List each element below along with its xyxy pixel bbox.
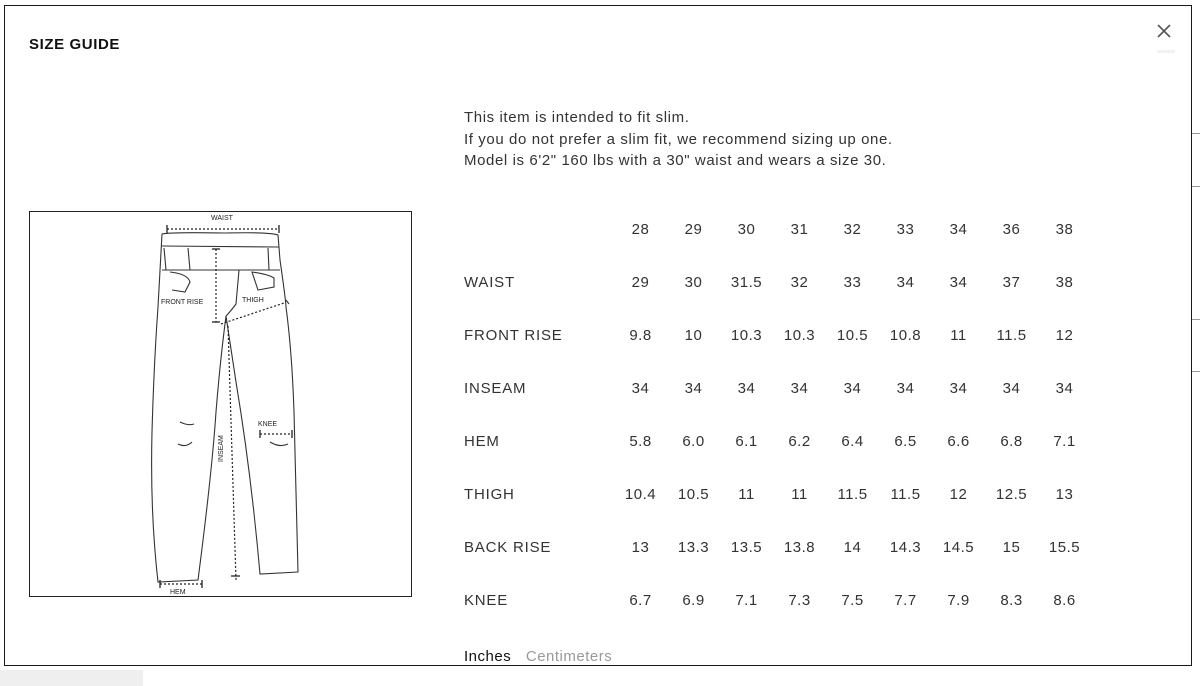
size-guide-modal bbox=[4, 5, 1192, 666]
measurement-value: 13 bbox=[631, 539, 650, 556]
modal-title: SIZE GUIDE bbox=[29, 36, 121, 53]
measurement-row bbox=[464, 256, 1091, 309]
measurement-value: 31.5 bbox=[730, 274, 763, 291]
measurement-value: 34 bbox=[896, 380, 915, 397]
diagram-label-knee: KNEE bbox=[258, 421, 278, 428]
measurement-value: 12 bbox=[1055, 327, 1074, 344]
measurement-row bbox=[464, 362, 1091, 415]
measurement-value: 34 bbox=[949, 274, 968, 291]
size-header-cell: 36 bbox=[1002, 221, 1021, 238]
measurement-value: 7.7 bbox=[894, 592, 917, 609]
measurement-label: FRONT RISE bbox=[464, 327, 563, 344]
unit-toggle bbox=[464, 648, 622, 665]
measurement-value: 34 bbox=[737, 380, 756, 397]
fit-note-line: This item is intended to fit slim. bbox=[464, 109, 690, 126]
measurement-row bbox=[464, 415, 1091, 468]
measurement-label: BACK RISE bbox=[464, 539, 552, 556]
unit-tab-inches[interactable]: Inches bbox=[464, 648, 512, 665]
size-header-cell: 38 bbox=[1055, 221, 1074, 238]
measurement-value: 34 bbox=[1002, 380, 1021, 397]
measurement-value: 8.3 bbox=[1000, 592, 1023, 609]
backdrop-divider bbox=[1192, 319, 1200, 320]
size-header-cell: 30 bbox=[737, 221, 756, 238]
diagram-label-front-rise: FRONT RISE bbox=[161, 299, 204, 306]
measurement-end-caps bbox=[160, 225, 292, 588]
diagram-label-hem: HEM bbox=[170, 589, 186, 596]
measurement-value: 11 bbox=[738, 486, 755, 503]
fit-note-line: Model is 6'2" 160 lbs with a 30" waist and wears a size 30. bbox=[464, 152, 887, 169]
measurement-value: 34 bbox=[896, 274, 915, 291]
measurement-label: KNEE bbox=[464, 592, 509, 609]
diagram-label-thigh: THIGH bbox=[242, 297, 264, 304]
measurement-value: 13 bbox=[1055, 486, 1074, 503]
measurement-value: 6.2 bbox=[788, 433, 811, 450]
measurement-value: 6.5 bbox=[894, 433, 917, 450]
measurement-value: 5.8 bbox=[629, 433, 652, 450]
size-header-cell: 28 bbox=[631, 221, 650, 238]
measurement-value: 34 bbox=[949, 380, 968, 397]
measurement-value: 15 bbox=[1002, 539, 1021, 556]
measurement-value: 7.5 bbox=[841, 592, 864, 609]
measurement-value: 13.5 bbox=[730, 539, 763, 556]
measurement-value: 12.5 bbox=[995, 486, 1028, 503]
measurement-value: 32 bbox=[790, 274, 809, 291]
diagram-label-waist: WAIST bbox=[211, 215, 233, 222]
measurement-value: 9.8 bbox=[629, 327, 652, 344]
measurement-row bbox=[464, 574, 1091, 627]
measurement-value: 37 bbox=[1002, 274, 1021, 291]
measurement-value: 10.8 bbox=[889, 327, 922, 344]
size-header-cell: 34 bbox=[949, 221, 968, 238]
measurement-value: 7.3 bbox=[788, 592, 811, 609]
measurement-label: WAIST bbox=[464, 274, 515, 291]
measurement-value: 12 bbox=[949, 486, 968, 503]
measurement-value: 14 bbox=[843, 539, 862, 556]
measurement-value: 34 bbox=[1055, 380, 1074, 397]
measurement-row bbox=[464, 309, 1091, 362]
measurement-value: 13.8 bbox=[783, 539, 816, 556]
jeans-outline bbox=[152, 233, 298, 582]
backdrop-divider bbox=[1192, 133, 1200, 134]
measurement-value: 11.5 bbox=[890, 486, 921, 503]
size-header-cell: 32 bbox=[843, 221, 862, 238]
close-icon[interactable] bbox=[1153, 20, 1175, 42]
jeans-measurement-diagram bbox=[29, 211, 412, 597]
measurement-value: 10.5 bbox=[677, 486, 710, 503]
size-chart-table bbox=[464, 203, 1091, 627]
measurement-value: 10.5 bbox=[836, 327, 869, 344]
measurement-value: 11.5 bbox=[996, 327, 1027, 344]
backdrop-chip bbox=[0, 670, 143, 686]
measurement-value: 30 bbox=[684, 274, 703, 291]
fit-note-line: If you do not prefer a slim fit, we recommend sizing up one. bbox=[464, 130, 893, 148]
measurement-value: 10.3 bbox=[730, 327, 763, 344]
measurement-value: 6.7 bbox=[629, 592, 652, 609]
measurement-value: 6.9 bbox=[682, 592, 705, 609]
size-header-cell: 31 bbox=[790, 221, 809, 238]
measurement-label: HEM bbox=[464, 433, 500, 450]
measurement-value: 15.5 bbox=[1048, 539, 1081, 556]
measurement-label: INSEAM bbox=[464, 380, 527, 397]
measurement-value: 33 bbox=[843, 274, 862, 291]
measurement-lines bbox=[160, 229, 292, 584]
measurement-value: 13.3 bbox=[677, 539, 710, 556]
diagram-label-inseam: INSEAM bbox=[218, 435, 225, 462]
fit-notes bbox=[464, 107, 893, 172]
measurement-value: 11 bbox=[950, 327, 967, 344]
measurement-value: 6.6 bbox=[947, 433, 970, 450]
measurement-value: 6.1 bbox=[735, 433, 758, 450]
header-spacer bbox=[464, 203, 614, 256]
measurement-value: 10 bbox=[684, 327, 703, 344]
measurement-value: 34 bbox=[684, 380, 703, 397]
size-header-cell: 29 bbox=[684, 221, 703, 238]
measurement-value: 34 bbox=[843, 380, 862, 397]
measurement-value: 11.5 bbox=[837, 486, 868, 503]
measurement-row bbox=[464, 521, 1091, 574]
measurement-value: 10.4 bbox=[624, 486, 657, 503]
measurement-row bbox=[464, 468, 1091, 521]
measurement-value: 6.0 bbox=[682, 433, 705, 450]
measurement-value: 14.3 bbox=[889, 539, 922, 556]
measurement-value: 29 bbox=[631, 274, 650, 291]
measurement-label: THIGH bbox=[464, 486, 515, 503]
size-header-cell: 33 bbox=[896, 221, 915, 238]
measurement-value: 6.8 bbox=[1000, 433, 1023, 450]
measurement-value: 10.3 bbox=[783, 327, 816, 344]
close-button-shadow bbox=[1157, 50, 1175, 53]
backdrop-divider bbox=[1192, 371, 1200, 372]
measurement-value: 34 bbox=[790, 380, 809, 397]
measurement-value: 34 bbox=[631, 380, 650, 397]
measurement-value: 7.1 bbox=[1053, 433, 1076, 450]
size-header-row bbox=[464, 203, 1091, 256]
measurement-value: 6.4 bbox=[841, 433, 864, 450]
measurement-value: 8.6 bbox=[1053, 592, 1076, 609]
measurement-value: 14.5 bbox=[942, 539, 975, 556]
measurement-value: 11 bbox=[791, 486, 808, 503]
unit-tab-centimeters[interactable]: Centimeters bbox=[525, 648, 613, 665]
measurement-value: 38 bbox=[1055, 274, 1074, 291]
measurement-value: 7.1 bbox=[735, 592, 758, 609]
measurement-value: 7.9 bbox=[947, 592, 970, 609]
backdrop-divider bbox=[1192, 186, 1200, 187]
